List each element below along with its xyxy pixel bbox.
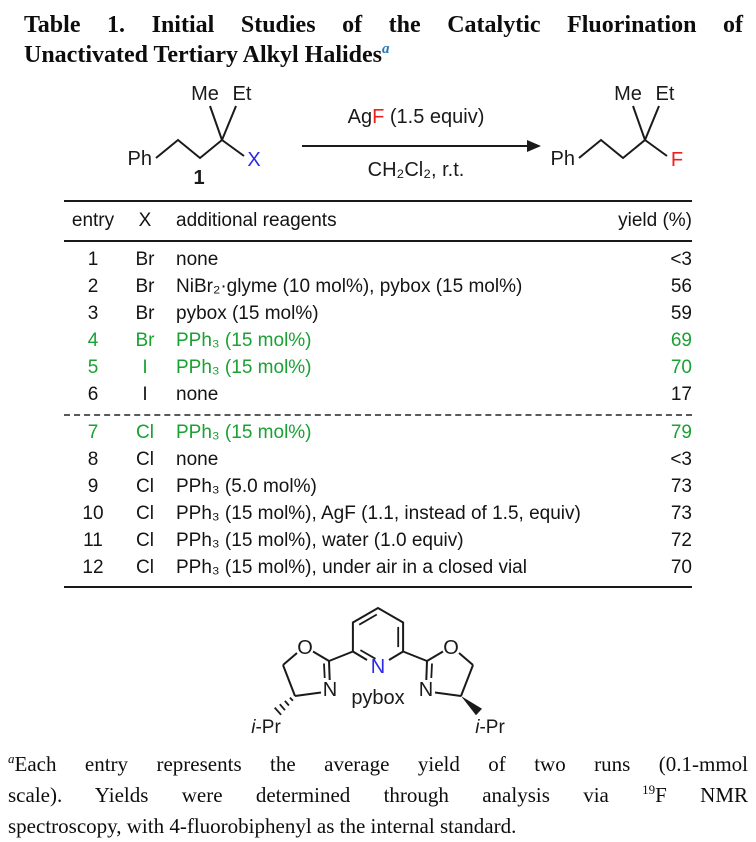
right-oxazoline-n-label: N [418, 679, 434, 701]
cell-x: Br [135, 330, 155, 351]
table-row [64, 555, 692, 588]
product-et-bond [645, 106, 659, 140]
header-reagents: additional reagents [168, 201, 604, 241]
cell-yield: 69 [670, 330, 692, 351]
table-row [64, 241, 692, 274]
cell-reagents: PPh₃ (15 mol%) [176, 357, 312, 378]
cell-entry: 12 [82, 557, 104, 578]
reagent-conditions-top: AgF (1.5 equiv) [347, 106, 485, 128]
cell-entry: 8 [87, 449, 99, 470]
cell-x: Cl [136, 503, 154, 524]
cell-x: I [142, 357, 148, 378]
cell-reagents: PPh₃ (15 mol%), AgF (1.1, instead of 1.5, equiv) [176, 503, 581, 524]
table-footnote [8, 749, 748, 842]
right-oxazoline-ring [403, 637, 505, 738]
cell-x: Br [135, 303, 155, 324]
cell-reagents: NiBr₂·glyme (10 mol%), pybox (15 mol%) [176, 276, 523, 297]
cell-reagents: none [176, 249, 219, 270]
cell-yield: 73 [670, 503, 692, 524]
table-row [64, 328, 692, 355]
footnote-line-2: scale). Yields were determined through analysis via $^{19}$F NMR [8, 782, 749, 807]
left-oxazoline-ring [251, 637, 353, 738]
pyridine-n-label: N [370, 656, 386, 678]
cell-entry: 10 [82, 503, 104, 524]
compound-number-label: 1 [193, 167, 205, 187]
table-title [24, 10, 743, 70]
cell-entry: 5 [87, 357, 99, 378]
cell-entry: 11 [83, 530, 103, 551]
cell-x: Cl [136, 476, 154, 497]
isotope-superscript: 19 [642, 782, 656, 797]
cell-yield: <3 [670, 249, 692, 270]
pybox-name-label: pybox [351, 687, 405, 709]
reaction-scheme [0, 75, 756, 187]
footnote-line-1: $^a$Each entry represents the average yield of two runs (0.1-mmol [8, 751, 748, 776]
left-oxazoline-o-label: O [297, 637, 313, 659]
reactant-skeleton-bonds [156, 140, 222, 158]
right-oxazoline-o-label: O [443, 637, 459, 659]
table-row [64, 382, 692, 409]
cell-reagents: PPh₃ (15 mol%), under air in a closed vial [176, 557, 527, 578]
cell-yield: 72 [670, 530, 692, 551]
cell-reagents: PPh₃ (15 mol%), water (1.0 equiv) [176, 530, 464, 551]
cell-yield: 73 [670, 476, 692, 497]
header-yield: yield (%) [604, 201, 692, 241]
cell-entry: 1 [87, 249, 99, 270]
table-row [64, 501, 692, 528]
cell-reagents: pybox (15 mol%) [176, 303, 319, 324]
table-row [64, 355, 692, 382]
reactant-et-label: Et [232, 83, 252, 105]
reactant-x-bond [222, 140, 244, 156]
cell-reagents: PPh₃ (5.0 mol%) [176, 476, 317, 497]
hashed-wedge-bond [275, 698, 293, 715]
results-table-header [64, 201, 692, 241]
product-et-label: Et [655, 83, 675, 105]
cell-yield: <3 [670, 449, 692, 470]
table-row [64, 420, 692, 447]
cell-x: Cl [136, 449, 154, 470]
cell-entry: 4 [87, 330, 99, 351]
cell-reagents: none [176, 449, 219, 470]
cell-yield: 70 [670, 557, 692, 578]
product-me-label: Me [614, 83, 642, 105]
right-ipr-italic-i: i [475, 717, 480, 738]
reactant-et-bond [222, 106, 236, 140]
cell-entry: 2 [87, 276, 99, 297]
reactant-structure [128, 83, 261, 187]
header-x: X [122, 201, 168, 241]
cell-entry: 7 [87, 422, 99, 443]
cell-entry: 3 [87, 303, 99, 324]
cell-x: Br [135, 276, 155, 297]
pyridine-ring [353, 608, 403, 678]
table-title-line1: Table 1. Initial Studies of the Catalytic Fluorination of [24, 12, 743, 38]
right-ipr-label: i-Pr [475, 717, 505, 738]
cell-x: Cl [136, 422, 154, 443]
table-row [64, 528, 692, 555]
table-row [64, 474, 692, 501]
title-footnote-marker: a [382, 41, 390, 57]
cell-reagents: PPh₃ (15 mol%) [176, 330, 312, 351]
cell-yield: 17 [670, 384, 692, 405]
table-row [64, 301, 692, 328]
cell-x: I [142, 384, 148, 405]
footnote-line-3: spectroscopy, with 4-fluorobiphenyl as the internal standard. [8, 814, 517, 838]
product-structure [551, 83, 684, 171]
left-ipr-italic-i: i [251, 717, 256, 738]
cell-yield: 79 [670, 422, 692, 443]
results-table [64, 200, 692, 588]
product-ph-label: Ph [550, 148, 575, 170]
left-ipr-label: i-Pr [251, 717, 281, 738]
header-entry: entry [64, 201, 122, 241]
cell-entry: 9 [87, 476, 99, 497]
product-me-bond [633, 106, 645, 140]
cell-entry: 6 [87, 384, 99, 405]
reactant-halide-label: X [247, 149, 261, 171]
table-row [64, 274, 692, 301]
cell-reagents: none [176, 384, 219, 405]
cell-yield: 70 [670, 357, 692, 378]
reactant-ph-label: Ph [127, 148, 152, 170]
pybox-structure [0, 588, 756, 740]
cell-yield: 56 [670, 276, 692, 297]
results-table-body [64, 241, 692, 587]
left-oxazoline-n-label: N [322, 679, 338, 701]
product-f-bond [645, 140, 667, 156]
reagent-conditions-bottom: CH₂Cl₂, r.t. [367, 159, 465, 181]
product-fluoro-label: F [670, 149, 684, 171]
cell-x: Cl [136, 530, 154, 551]
reaction-arrowhead [527, 140, 541, 152]
solid-wedge-bond [461, 696, 482, 715]
reactant-me-bond [210, 106, 222, 140]
dashed-separator [64, 409, 692, 420]
cell-reagents: PPh₃ (15 mol%) [176, 422, 312, 443]
product-skeleton-bonds [579, 140, 645, 158]
cell-x: Cl [136, 557, 154, 578]
reactant-me-label: Me [191, 83, 219, 105]
cell-x: Br [135, 249, 155, 270]
reaction-arrow-group [302, 106, 541, 181]
cell-yield: 59 [670, 303, 692, 324]
table-row [64, 447, 692, 474]
paper-table-figure [0, 10, 756, 838]
footnote-marker: a [8, 751, 15, 766]
table-title-line2: Unactivated Tertiary Alkyl Halides$^a$ [24, 41, 390, 68]
